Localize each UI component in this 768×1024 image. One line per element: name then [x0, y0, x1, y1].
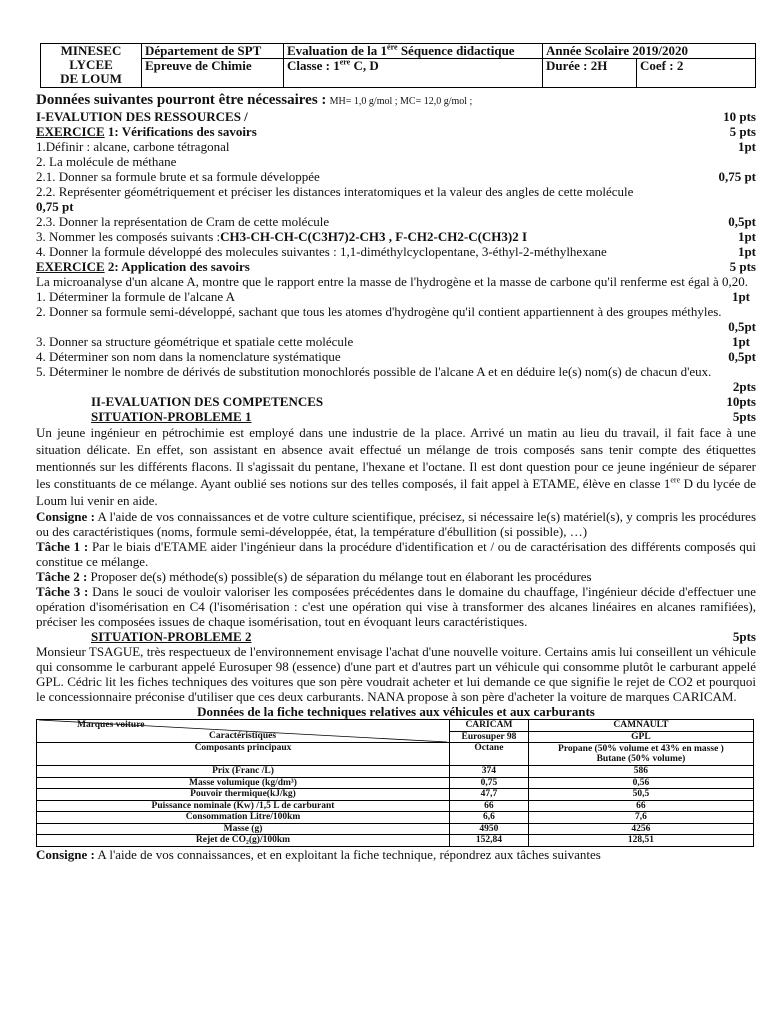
- situation-2-text: Monsieur TSAGUE, très respectueux de l'environnement envisage l'achat d'une nouvelle voiture. Certains amis lui conseillent un véhicule qui consomme le carburant appelé Eurosuper 98 (essence) d'une part et d'autres part un véhicule qui consomme plutôt le carburant appelé GPL. Cédric lit les fiches techniques des voitures que son père voudrait acheter et lui demande ce que signifie le rejet de CO2 et pourquoi le concessionnaire préconise d'utiliser que ces deux carburants. NANA propose à son père d'acheter la voiture de marques CARICAM.: [36, 644, 756, 704]
- exercise-1-title: EXERCICE 1: Vérifications des savoirs 5 pts: [36, 124, 756, 139]
- corner-header-cell: [37, 720, 450, 743]
- exam-body: [36, 92, 756, 862]
- ex1-question-2-2-points: 0,75 pt: [36, 199, 74, 214]
- table-row: Masse volumique (kg/dm³) 0,75 0,56: [37, 777, 754, 789]
- table-row: Puissance nominale (Kw) /1,5 L de carburant 66 66: [37, 800, 754, 812]
- situation-1-task-3: Tâche 3 : Dans le souci de vouloir valoriser les composées précédentes dans le domaine du chauffage, l'ingénieur décide d'effectuer une opération d'isomérisation en C4 (l'isomérisation : c'est une opération qui vise à transformer des alcanes linéaires en alcanes ramifiées), préciser les composées issues de chaque isomérisation, tout en évoquant leurs caractéristiques.: [36, 584, 756, 629]
- table-row: Prix (Franc /L) 374 586: [37, 766, 754, 778]
- ex1-question-2-3: 2.3. Donner la représentation de Cram de cette molécule 0,5pt: [36, 214, 756, 229]
- tech-sheet-table: [36, 719, 754, 847]
- table-row: Pouvoir thermique(kJ/kg) 47,7 50,5: [37, 789, 754, 801]
- ex2-question-1: 1. Déterminer la formule de l'alcane A 1pt: [36, 289, 750, 304]
- formulas: CH3-CH-CH-C(C3H7)2-CH3 , F-CH2-CH2-C(CH3)2 I: [220, 229, 528, 244]
- school-line-1: MINESEC: [60, 43, 122, 58]
- components-label: Composants principaux: [37, 743, 450, 766]
- situation-1-task-2: Tâche 2 : Proposer de(s) méthode(s) possible(s) de séparation du mélange tout en élaborant les procédures: [36, 569, 592, 584]
- school-line-2: LYCEE: [69, 57, 113, 72]
- ex1-question-1: 1.Définir : alcane, carbone tétragonal 1pt: [36, 139, 756, 154]
- ex2-question-5: 5. Déterminer le nombre de dérivés de substitution monochlorés possible de l'alcane A et en déduire le(s) nom(s) de chacun d'eux.: [36, 364, 712, 379]
- ex1-question-4: 4. Donner la formule développé des molecules suivantes : 1,1-diméthylcyclopentane, 3-éthyl-2-méthylhexane 1pt: [36, 244, 756, 259]
- ex2-question-4: 4. Déterminer son nom dans la nomenclature systématique 0,5pt: [36, 349, 756, 364]
- corner-top-label: Marques voiture: [77, 720, 145, 730]
- ex1-question-2-2: 2.2. Représenter géométriquement et préciser les distances interatomiques et la valeur des angles de cette molécule: [36, 184, 634, 199]
- situation-2-consigne: Consigne : A l'aide de vos connaissances, et en exploitant la fiche technique, répondrez aux tâches suivantes: [36, 846, 601, 862]
- duration-cell: Durée : 2H: [543, 59, 637, 88]
- class-cell: Classe : 1ere C, D: [284, 59, 543, 88]
- school-year-cell: Année Scolaire 2019/2020: [543, 44, 756, 59]
- fuel-2-cell: GPL: [528, 731, 753, 743]
- epreuve-cell: Epreuve de Chimie: [142, 59, 284, 88]
- table-row: Rejet de CO₂(g)/100km 152,84 128,51: [37, 835, 754, 847]
- table-row: Consommation Litre/100km 6,6 7,6: [37, 812, 754, 824]
- ex1-question-2-1: 2.1. Donner sa formule brute et sa formule développée 0,75 pt: [36, 169, 756, 184]
- ex2-question-3: 3. Donner sa structure géométrique et spatiale cette molécule 1pt: [36, 334, 750, 349]
- tech-table-title: Données de la fiche techniques relatives aux véhicules et aux carburants: [197, 704, 595, 719]
- coefficient-cell: Coef : 2: [637, 59, 756, 88]
- school-cell: [41, 44, 142, 88]
- school-line-3: DE LOUM: [60, 71, 122, 86]
- ex1-question-2: 2. La molécule de méthane: [36, 154, 177, 169]
- brand-2-header: CAMNAULT: [528, 720, 753, 732]
- section-1-title: I-EVALUTION DES RESSOURCES / 10 pts: [36, 109, 756, 124]
- components-2: Propane (50% volume et 43% en masse ) Butane (50% volume): [528, 743, 753, 766]
- corner-bottom-label: Caractéristiques: [209, 731, 277, 741]
- molar-masses: MH= 1,0 g/mol ; MC= 12,0 g/mol ;: [329, 96, 473, 107]
- brand-1-header: CARICAM: [450, 720, 529, 732]
- table-row: Masse (g) 4950 4256: [37, 823, 754, 835]
- fuel-1-cell: Eurosuper 98: [450, 731, 529, 743]
- situation-2-title: SITUATION-PROBLEME 2 5pts: [91, 629, 756, 644]
- exam-header-table: [40, 43, 756, 88]
- ex1-question-3: 3. Nommer les composés suivants :CH3-CH-CH-C(C3H7)2-CH3 , F-CH2-CH2-C(CH3)2 I 1pt: [36, 229, 756, 244]
- exercise-2-title: EXERCICE 2: Application des savoirs 5 pts: [36, 259, 756, 274]
- ex2-question-5-points: 2pts: [732, 379, 756, 394]
- evaluation-cell: Evaluation de la 1ère Séquence didactique: [284, 44, 543, 59]
- components-1: Octane: [450, 743, 529, 766]
- situation-1-text: Un jeune ingénieur en pétrochimie est employé dans une industrie de la place. Arrivé un matin au lieu du travail, il fait face à une situation délicate. En effet, son assistant en absence avait effectué un mélange de trois composés sans tenir compte des étiquettes mentionnés sur les différents flacons. Il s'agissait du pentane, l'hexane et l'octane. Il est dont question pour ce jeune ingénieur de séparer les constituants de ce mélange. Ayant oublié ses notions sur des telles composés, il fait appel à ETAME, élève en classe 1ere D du lycée de Loum lui venir en aide.: [36, 425, 757, 508]
- department-cell: Département de SPT: [142, 44, 284, 59]
- ex2-question-2: 2. Donner sa formule semi-développé, sachant que tous les atomes d'hydrogène qu'il contient appartiennent à des groupes méthyles.: [36, 304, 722, 319]
- ex2-intro: La microanalyse d'un alcane A, montre que le rapport entre la masse de l'hydrogène et la masse de carbone qu'il renferme est égal à 0,20.: [36, 274, 748, 289]
- given-data-line: Données suivantes pourront être nécessaires : MH= 1,0 g/mol ; MC= 12,0 g/mol ;: [36, 92, 473, 108]
- ex2-question-2-points: 0,5pt: [728, 319, 756, 334]
- section-2-title: II-EVALUATION DES COMPETENCES 10pts: [91, 394, 756, 409]
- situation-1-task-1: Tâche 1 : Par le biais d'ETAME aider l'ingénieur dans la procédure d'identification et / ou de caractérisation des différents composés qui constitue ce mélange.: [36, 539, 756, 569]
- situation-1-title: SITUATION-PROBLEME 1 5pts: [91, 409, 756, 424]
- situation-1-consigne: Consigne : A l'aide de vos connaissances et de votre culture scientifique, précisez, si nécessaire le(s) matériel(s), y compris les procédures ou des caractéristiques (noms, formule semi-développée, état, la température d'ébullition (si possible), …): [36, 509, 757, 539]
